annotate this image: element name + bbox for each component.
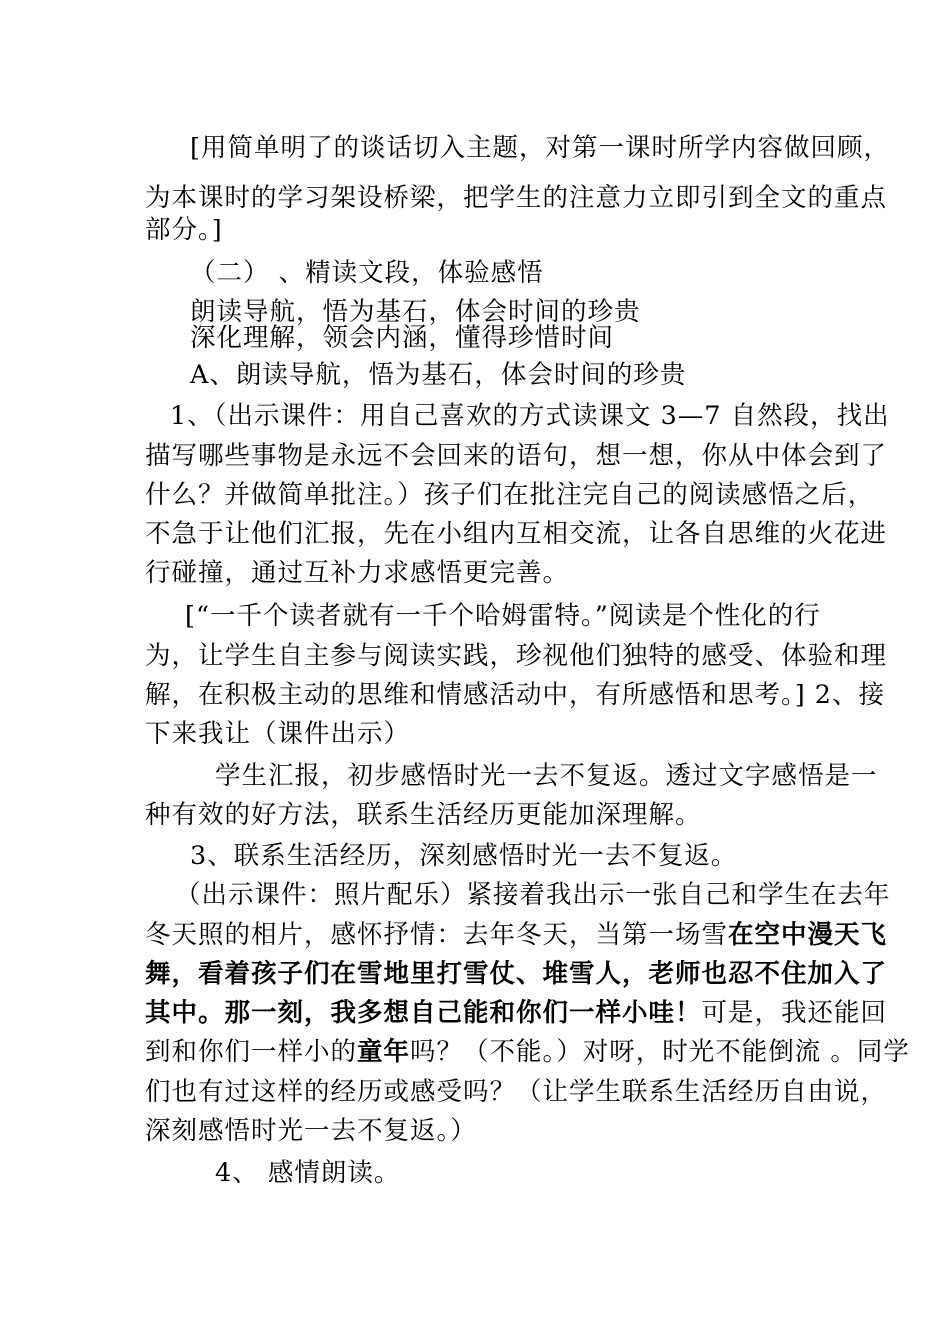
para2-line5: 行碰撞，通过互补力求感悟更完善。 [145, 558, 570, 588]
para1-line2: 为本课时的学习架设桥梁，把学生的注意力立即引到全文的重点 [145, 183, 888, 213]
para5-line4 [145, 998, 888, 1028]
para5-line2 [145, 920, 888, 950]
outline-item-2: 深化理解，领会内涵，懂得珍惜时间 [190, 323, 615, 353]
para5-line6: 们也有过这样的经历或感受吗？（让学生联系生活经历自由说， [145, 1077, 888, 1107]
item-3: 3、联系生活经历，深刻感悟时光一去不复返。 [190, 841, 738, 871]
para3-line1: [“一千个读者就有一千个哈姆雷特。”阅读是个性化的行 [185, 601, 821, 631]
para5-line4-emphasis: 其中。那一刻，我多想自己能和你们一样小哇！ [145, 998, 702, 1028]
para2-line4: 不急于让他们汇报，先在小组内互相交流，让各自思维的火花进 [145, 519, 888, 549]
para2-line3: 什么？并做简单批注。）孩子们在批注完自己的阅读感悟之后， [145, 480, 875, 510]
subheading-a: A、朗读导航，悟为基石，体会时间的珍贵 [190, 360, 687, 390]
para5-line1: （出示课件：照片配乐）紧接着我出示一张自己和学生在去年 [175, 880, 891, 910]
para2-line2: 描写哪些事物是永远不会回来的语句，想一想，你从中体会到了 [145, 441, 888, 471]
para3-line2: 为，让学生自主参与阅读实践，珍视他们独特的感受、体验和理 [145, 641, 888, 671]
para5-line7: 深刻感悟时光一去不复返。） [145, 1116, 477, 1146]
para2-line1: 1、（出示课件：用自己喜欢的方式读课文 3—7 自然段，找出 [170, 401, 890, 431]
para5-line5 [145, 1037, 910, 1067]
item-4: 4、 感情朗读。 [215, 1158, 401, 1188]
para4-line2: 种有效的好方法，联系生活经历更能加深理解。 [145, 800, 702, 830]
para5-line5-emphasis: 童年 [357, 1037, 411, 1067]
para5-line3: 舞，看着孩子们在雪地里打雪仗、堆雪人，老师也忍不住加入了 [145, 959, 888, 989]
para5-line5-text-a: 到和你们一样小的 [145, 1037, 358, 1067]
para3-line4: 下来我让（课件出示） [145, 719, 411, 749]
para3-line3: 解，在积极主动的思维和情感活动中，有所感悟和思考。] 2、接 [145, 680, 886, 710]
section-heading: （二） 、精读文段，体验感悟 [190, 258, 544, 288]
para5-line4-text: 可是，我还能回 [701, 998, 888, 1028]
para5-line5-text-b: 吗？（不能。）对呀，时光不能倒流 。同学 [410, 1037, 910, 1067]
para1-line3: 部分。] [145, 215, 223, 245]
para1-line1: [用简单明了的谈话切入主题，对第一课时所学内容做回顾， [190, 133, 890, 163]
para5-line2-text: 冬天照的相片，感怀抒情：去年冬天，当第一场雪 [145, 920, 729, 950]
outline-item-1: 朗读导航，悟为基石，体会时间的珍贵 [190, 297, 641, 327]
para4-line1: 学生汇报，初步感悟时光一去不复返。透过文字感悟是一 [215, 761, 878, 791]
para5-line2-emphasis: 在空中漫天飞 [728, 920, 888, 950]
